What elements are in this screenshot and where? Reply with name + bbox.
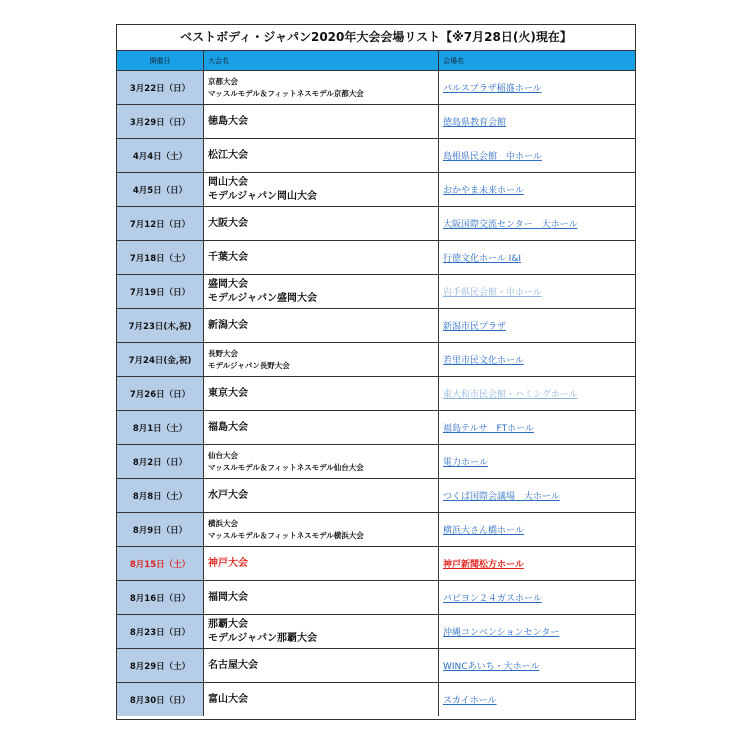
event-name-cell [204, 445, 439, 478]
event-date: 8月8日（土） [117, 479, 204, 512]
venue-cell [439, 377, 635, 410]
event-subname: マッスルモデル＆フィットネスモデル横浜大会 [208, 530, 364, 540]
event-date: 8月1日（土） [117, 411, 204, 444]
table-row [117, 71, 635, 105]
event-date: 3月22日（日） [117, 71, 204, 104]
venue-cell [439, 105, 635, 138]
event-name-cell [204, 615, 439, 648]
event-name: 千葉大会 [208, 251, 248, 263]
table-row [117, 683, 635, 716]
event-name-cell [204, 513, 439, 546]
venue-link[interactable]: 神戸新聞松方ホール [443, 560, 524, 570]
event-date: 4月5日（日） [117, 173, 204, 206]
event-name: 京都大会 [208, 76, 238, 86]
venue-link[interactable]: パピヨン２４ガスホール [443, 594, 542, 604]
venue-cell [439, 513, 635, 546]
venue-cell [439, 139, 635, 172]
venue-link[interactable]: スカイホール [443, 696, 497, 706]
venue-link[interactable]: 電力ホール [443, 458, 488, 468]
table-header [117, 51, 635, 71]
page-title: ベストボディ・ジャパン2020年大会会場リスト【※7月28日(火)現在】 [117, 25, 635, 51]
event-date: 8月16日（日） [117, 581, 204, 614]
venue-cell [439, 547, 635, 580]
event-date: 4月4日（土） [117, 139, 204, 172]
venue-link[interactable]: 島根県民会館 中ホール [443, 152, 542, 162]
venue-link[interactable]: 行徳文化ホール I&I [443, 254, 522, 264]
venue-link[interactable]: 岩手県民会館・中ホール [443, 288, 542, 298]
venue-cell [439, 343, 635, 376]
venue-cell [439, 479, 635, 512]
table-body [117, 71, 635, 716]
event-name: 東京大会 [208, 387, 248, 399]
event-subname: モデルジャパン那覇大会 [208, 632, 318, 644]
event-name: 富山大会 [208, 693, 248, 705]
event-date: 7月26日（日） [117, 377, 204, 410]
table-row [117, 411, 635, 445]
event-name: 仙台大会 [208, 450, 238, 460]
venue-link[interactable]: おかやま未来ホール [443, 186, 524, 196]
event-name: 福島大会 [208, 421, 248, 433]
table-row [117, 343, 635, 377]
venue-cell [439, 173, 635, 206]
event-name-cell [204, 683, 439, 716]
event-subname: モデルジャパン長野大会 [208, 360, 290, 370]
venue-link[interactable]: 大阪国際交流センター 大ホール [443, 220, 578, 230]
venue-link[interactable]: 福島テルサ FTホール [443, 424, 534, 434]
event-date: 8月2日（日） [117, 445, 204, 478]
venue-cell [439, 309, 635, 342]
event-subname: モデルジャパン盛岡大会 [208, 292, 318, 304]
venue-cell [439, 445, 635, 478]
event-subname: マッスルモデル＆フィットネスモデル京都大会 [208, 88, 364, 98]
event-name: 名古屋大会 [208, 659, 258, 671]
table-row [117, 615, 635, 649]
table-row [117, 309, 635, 343]
event-name-cell [204, 377, 439, 410]
event-date: 3月29日（日） [117, 105, 204, 138]
event-name: 福岡大会 [208, 591, 248, 603]
table-row [117, 649, 635, 683]
venue-cell [439, 649, 635, 682]
event-date: 7月24日(金,祝) [117, 343, 204, 376]
event-name: 岡山大会 [208, 176, 248, 188]
event-date: 7月23日(木,祝) [117, 309, 204, 342]
table-row [117, 547, 635, 581]
event-name-cell [204, 411, 439, 444]
event-name: 長野大会 [208, 348, 238, 358]
venue-cell [439, 71, 635, 104]
event-name: 那覇大会 [208, 618, 248, 630]
venue-link[interactable]: 徳島県教育会館 [443, 118, 507, 128]
event-name-cell [204, 71, 439, 104]
event-name: 大阪大会 [208, 217, 248, 229]
table-row [117, 377, 635, 411]
venue-link[interactable]: 若里市民文化ホール [443, 356, 524, 366]
table-row [117, 479, 635, 513]
venue-link[interactable]: 東大和市民会館・ハミングホール [443, 390, 578, 400]
venue-list-sheet [116, 24, 636, 720]
event-name-cell [204, 547, 439, 580]
event-date: 8月29日（土） [117, 649, 204, 682]
event-name-cell [204, 105, 439, 138]
event-date: 7月19日（日） [117, 275, 204, 308]
event-date: 7月12日（日） [117, 207, 204, 240]
event-subname: マッスルモデル＆フィットネスモデル仙台大会 [208, 462, 364, 472]
venue-link[interactable]: 横浜大さん橋ホール [443, 526, 524, 536]
event-date: 8月9日（日） [117, 513, 204, 546]
event-name-cell [204, 173, 439, 206]
venue-cell [439, 411, 635, 444]
venue-cell [439, 581, 635, 614]
table-row [117, 445, 635, 479]
event-name: 水戸大会 [208, 489, 248, 501]
table-row [117, 581, 635, 615]
event-name: 盛岡大会 [208, 278, 248, 290]
event-name-cell [204, 241, 439, 274]
venue-cell [439, 207, 635, 240]
venue-link[interactable]: 沖縄コンベンションセンター [443, 628, 560, 638]
event-name: 新潟大会 [208, 319, 248, 331]
table-row [117, 207, 635, 241]
event-date: 8月23日（日） [117, 615, 204, 648]
event-date: 7月18日（土） [117, 241, 204, 274]
event-name: 神戸大会 [208, 557, 248, 569]
venue-link[interactable]: つくば国際会議場 大ホール [443, 492, 560, 502]
event-name-cell [204, 275, 439, 308]
event-name: 松江大会 [208, 149, 248, 161]
event-name-cell [204, 309, 439, 342]
venue-cell [439, 683, 635, 716]
venue-link[interactable]: パルスプラザ稲盛ホール [443, 84, 542, 94]
event-name-cell [204, 207, 439, 240]
event-date: 8月15日（土） [117, 547, 204, 580]
column-header-venue: 会場名 [443, 56, 464, 65]
table-row [117, 173, 635, 207]
venue-cell [439, 275, 635, 308]
table-row [117, 139, 635, 173]
table-row [117, 513, 635, 547]
venue-link[interactable]: 新潟市民プラザ [443, 322, 507, 332]
venue-cell [439, 615, 635, 648]
table-row [117, 275, 635, 309]
venue-cell [439, 241, 635, 274]
event-name-cell [204, 139, 439, 172]
event-name-cell [204, 479, 439, 512]
column-header-date: 開催日 [117, 51, 204, 70]
event-name-cell [204, 649, 439, 682]
table-row [117, 241, 635, 275]
event-name-cell [204, 343, 439, 376]
table-row [117, 105, 635, 139]
event-subname: モデルジャパン岡山大会 [208, 190, 318, 202]
event-name-cell [204, 581, 439, 614]
column-header-event: 大会名 [204, 51, 439, 70]
event-name: 横浜大会 [208, 518, 238, 528]
venue-link[interactable]: WINCあいち・大ホール [443, 662, 540, 672]
event-name: 徳島大会 [208, 115, 248, 127]
event-date: 8月30日（日） [117, 683, 204, 716]
